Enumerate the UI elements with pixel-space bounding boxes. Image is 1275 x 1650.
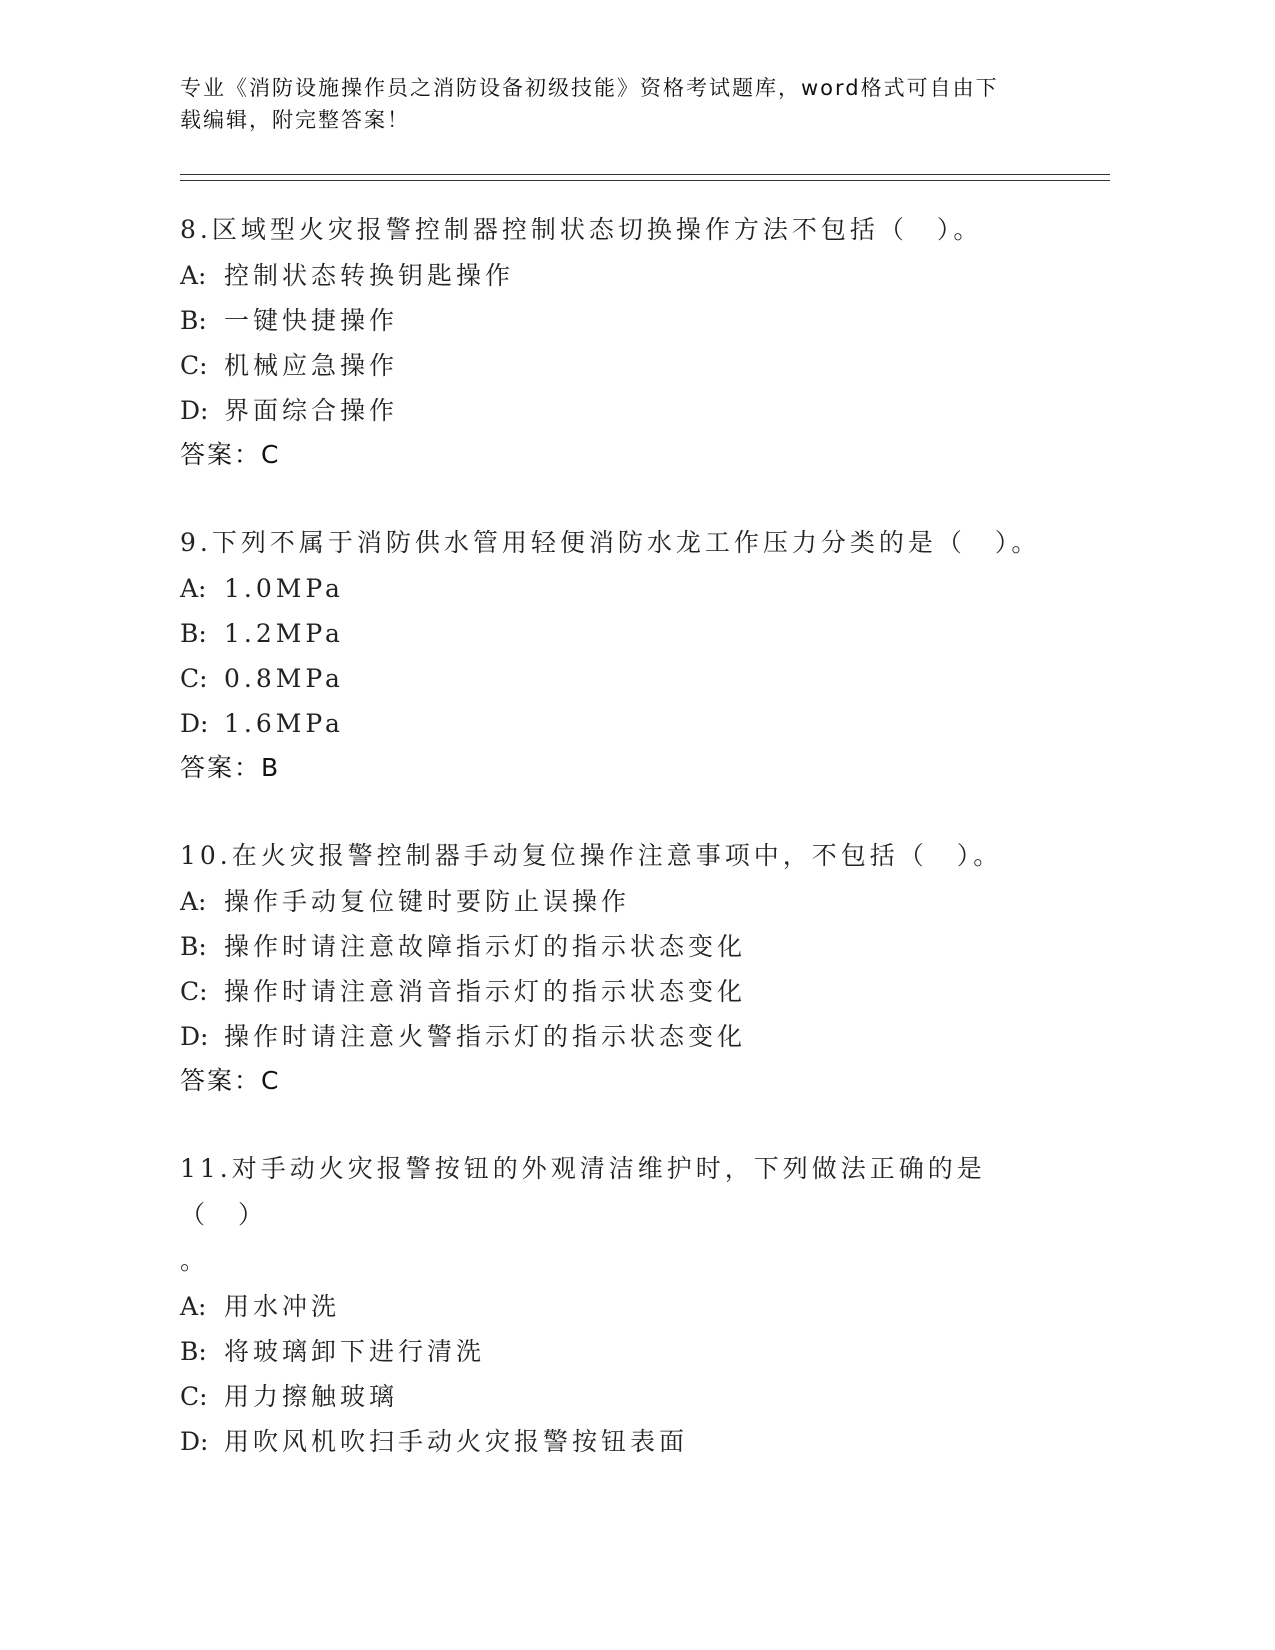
question-8: [180, 207, 1060, 477]
header-line-2: 载编辑，附完整答案！: [180, 108, 410, 132]
option-text: 用水冲洗: [224, 1292, 341, 1321]
option-text: 一键快捷操作: [224, 306, 399, 335]
option-letter: C:: [180, 977, 208, 1006]
option-text: 0.8MPa: [224, 664, 344, 693]
question-11: [180, 1146, 1060, 1464]
option-text: 用力擦触玻璃: [224, 1382, 399, 1411]
option-a: [180, 566, 1060, 611]
option-letter: D:: [180, 1427, 209, 1456]
option-letter: B:: [180, 932, 207, 961]
question-stem: [180, 1146, 1060, 1284]
option-letter: B:: [180, 619, 207, 648]
answer-line: 答案：B: [180, 753, 281, 782]
option-letter: C:: [180, 351, 208, 380]
option-letter: A:: [180, 574, 207, 603]
option-b: [180, 611, 1060, 656]
option-text: 1.6MPa: [224, 709, 344, 738]
option-a: [180, 253, 1060, 298]
option-d: [180, 701, 1060, 746]
option-c: [180, 1374, 1060, 1419]
option-text: 机械应急操作: [224, 351, 399, 380]
question-9: [180, 520, 1060, 790]
option-letter: D:: [180, 1022, 209, 1051]
document-header: [180, 72, 1040, 136]
option-d: [180, 1014, 1060, 1059]
header-line-1: 专业《消防设施操作员之消防设备初级技能》资格考试题库，word格式可自由下: [180, 76, 999, 100]
option-text: 界面综合操作: [224, 396, 399, 425]
option-text: 1.0MPa: [224, 574, 344, 603]
option-d: [180, 388, 1060, 433]
question-10: [180, 833, 1060, 1103]
option-letter: A:: [180, 261, 207, 290]
question-stem-line-1: 11.对手动火灾报警按钮的外观清洁维护时，下列做法正确的是（ ）: [180, 1154, 986, 1229]
option-text: 控制状态转换钥匙操作: [224, 261, 515, 290]
option-d: [180, 1419, 1060, 1464]
option-text: 用吹风机吹扫手动火灾报警按钮表面: [224, 1427, 689, 1456]
option-a: [180, 1284, 1060, 1329]
option-text: 将玻璃卸下进行清洗: [224, 1337, 486, 1366]
option-text: 操作时请注意火警指示灯的指示状态变化: [224, 1022, 747, 1051]
option-letter: C:: [180, 664, 208, 693]
header-divider-bottom: [180, 180, 1110, 181]
option-b: [180, 924, 1060, 969]
option-letter: B:: [180, 306, 207, 335]
answer-line: 答案：C: [180, 1066, 281, 1095]
header-divider-top: [180, 174, 1110, 175]
option-c: [180, 969, 1060, 1014]
option-letter: A:: [180, 1292, 207, 1321]
option-letter: D:: [180, 396, 209, 425]
question-stem: 8.区域型火灾报警控制器控制状态切换操作方法不包括（ ）。: [180, 215, 983, 244]
question-stem-line-2: 。: [180, 1246, 210, 1275]
option-c: [180, 343, 1060, 388]
answer-line: 答案：C: [180, 440, 281, 469]
option-text: 操作手动复位键时要防止误操作: [224, 887, 631, 916]
option-letter: C:: [180, 1382, 208, 1411]
option-text: 操作时请注意故障指示灯的指示状态变化: [224, 932, 747, 961]
question-list: [180, 207, 1060, 1464]
option-a: [180, 879, 1060, 924]
question-stem: 10.在火灾报警控制器手动复位操作注意事项中，不包括（ ）。: [180, 841, 1003, 870]
option-c: [180, 656, 1060, 701]
option-letter: B:: [180, 1337, 207, 1366]
option-letter: D:: [180, 709, 209, 738]
option-b: [180, 1329, 1060, 1374]
option-b: [180, 298, 1060, 343]
option-text: 操作时请注意消音指示灯的指示状态变化: [224, 977, 747, 1006]
question-stem: 9.下列不属于消防供水管用轻便消防水龙工作压力分类的是（ ）。: [180, 528, 1041, 557]
option-text: 1.2MPa: [224, 619, 344, 648]
option-letter: A:: [180, 887, 207, 916]
